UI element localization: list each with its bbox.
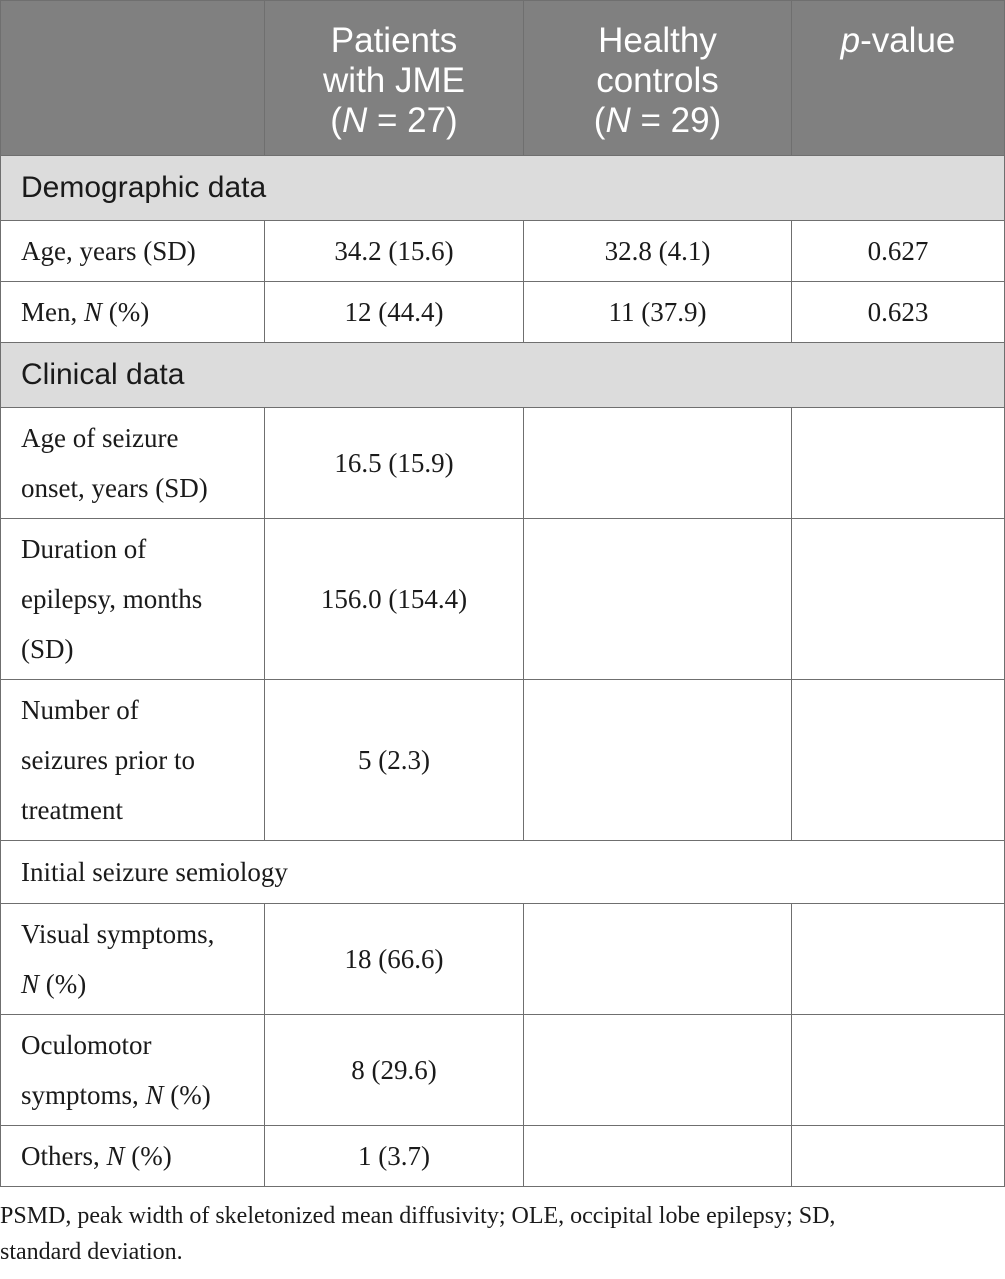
p-value [792,904,1005,1015]
row-label: Men, N (%) [1,282,265,343]
p-value: 0.623 [792,282,1005,343]
hc-value: 11 (37.9) [524,282,792,343]
row-label: Age of seizure onset, years (SD) [1,408,265,519]
header-row [1,1,1005,156]
section-title: Demographic data [1,156,1005,221]
row-label: Initial seizure semiology [1,841,1005,904]
hc-value [524,680,792,841]
jme-value: 5 (2.3) [265,680,524,841]
p-value [792,1015,1005,1126]
footnote-line: PSMD, peak width of skeletonized mean diffusivity; OLE, occipital lobe epilepsy; SD, [0,1203,836,1229]
hc-value [524,1015,792,1126]
header-p-value: p-value [792,1,1005,156]
table-row [1,904,1005,1015]
table-row [1,1015,1005,1126]
header-patients-jme: Patients with JME (N = 27) [265,1,524,156]
jme-value: 18 (66.6) [265,904,524,1015]
hc-value [524,904,792,1015]
table-row [1,519,1005,680]
table-row [1,282,1005,343]
row-label: Duration of epilepsy, months (SD) [1,519,265,680]
p-value [792,519,1005,680]
hc-value [524,1126,792,1187]
table-row [1,221,1005,282]
table-row [1,680,1005,841]
table-row [1,408,1005,519]
row-label: Oculomotor symptoms, N (%) [1,1015,265,1126]
table-row-subheading [1,841,1005,904]
row-label: Visual symptoms, N (%) [1,904,265,1015]
section-demographic [1,156,1005,221]
footnote-line: standard deviation. [0,1239,183,1265]
row-label: Number of seizures prior to treatment [1,680,265,841]
row-label: Age, years (SD) [1,221,265,282]
p-value [792,408,1005,519]
jme-value: 12 (44.4) [265,282,524,343]
p-value: 0.627 [792,221,1005,282]
header-empty-cell [1,1,265,156]
hc-value [524,408,792,519]
hc-value [524,519,792,680]
hc-value: 32.8 (4.1) [524,221,792,282]
table-row [1,1126,1005,1187]
jme-value: 1 (3.7) [265,1126,524,1187]
section-clinical [1,343,1005,408]
p-value [792,680,1005,841]
p-value [792,1126,1005,1187]
section-title: Clinical data [1,343,1005,408]
jme-value: 34.2 (15.6) [265,221,524,282]
jme-value: 8 (29.6) [265,1015,524,1126]
header-healthy-controls: Healthy controls (N = 29) [524,1,792,156]
jme-value: 156.0 (154.4) [265,519,524,680]
row-label: Others, N (%) [1,1126,265,1187]
table-footnote [0,1198,1000,1270]
jme-value: 16.5 (15.9) [265,408,524,519]
